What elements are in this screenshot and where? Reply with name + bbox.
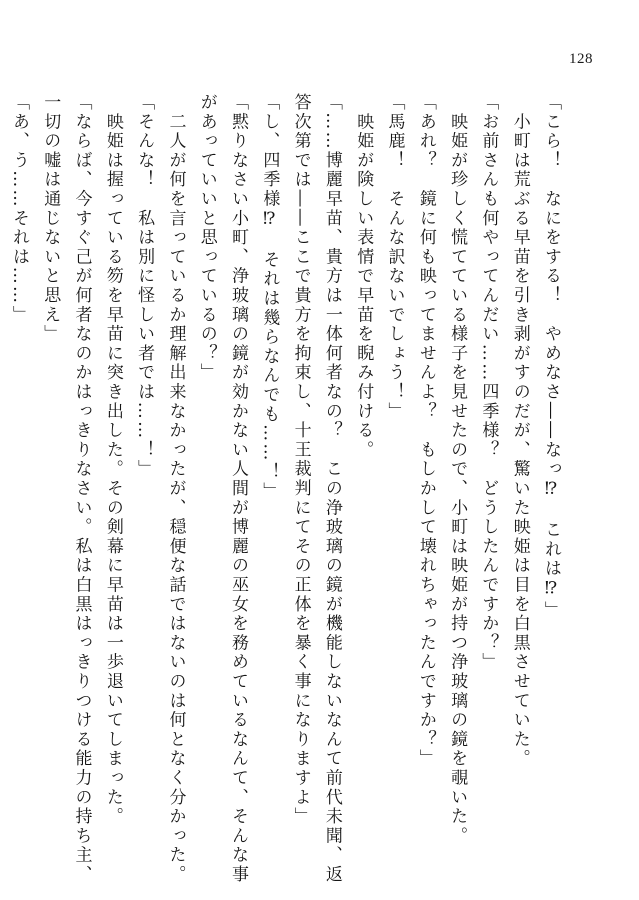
text-line-8: 「……博麗早苗、貴方は一体何者なの？ この浄玻璃の鏡が機能しないなんて前代未聞、返 — [321, 93, 342, 885]
text-line-6: 「馬鹿！ そんな訳ないでしょう！」 — [384, 93, 405, 422]
text-line-11: 「黙りなさい小町、浄玻璃の鏡が効かない人間が博麗の巫女を務めているなんて、そんな事 — [228, 93, 249, 885]
vertical-text-body — [8, 93, 561, 885]
text-line-5: 「あれ？ 鏡に何も映ってませんよ？ もしかして壊れちゃったんですか？」 — [415, 93, 436, 769]
text-line-2: 小町は荒ぶる早苗を引き剥がすのだが、驚いた映姫は目を白黒させていた。 — [509, 93, 530, 769]
text-line-16: 「ならば、今すぐ己が何者なのかはっきりなさい。私は白黒はっきりつける能力の持ち主、 — [71, 93, 92, 885]
text-line-7: 映姫が険しい表情で早苗を睨み付ける。 — [353, 93, 374, 460]
text-line-15: 映姫は握っている笏を早苗に突き出した。その剣幕に早苗は一歩退いてしまった。 — [102, 93, 123, 827]
page-number: 128 — [569, 51, 593, 67]
text-line-13: 二人が何を言っているか理解出来なかったが、穏便な話ではないのは何となく分かった。 — [165, 93, 186, 885]
text-line-10: 「し、四季様⁉ それは幾らなんでも……！」 — [259, 93, 280, 502]
text-line-14: 「そんな！ 私は別に怪しい者では……！」 — [134, 93, 155, 479]
text-line-1: 「こら！ なにをする！ やめなさ――なっ⁉ これは⁉」 — [541, 93, 561, 621]
text-line-18: 「あ、う……それは……」 — [8, 93, 29, 325]
text-line-4: 映姫が珍しく慌てている様子を見せたので、小町は映姫が持つ浄玻璃の鏡を覗いた。 — [447, 93, 468, 846]
text-line-3: 「お前さんも何やってんだい……四季様？ どうしたんですか？」 — [478, 93, 499, 672]
text-line-17: 一切の嘘は通じないと思え」 — [40, 93, 61, 344]
text-line-12: があっていいと思っているの？」 — [196, 93, 217, 383]
text-line-9: 答次第では――ここで貴方を拘束し、十王裁判にてその正体を暴く事になりますよ」 — [290, 93, 311, 827]
